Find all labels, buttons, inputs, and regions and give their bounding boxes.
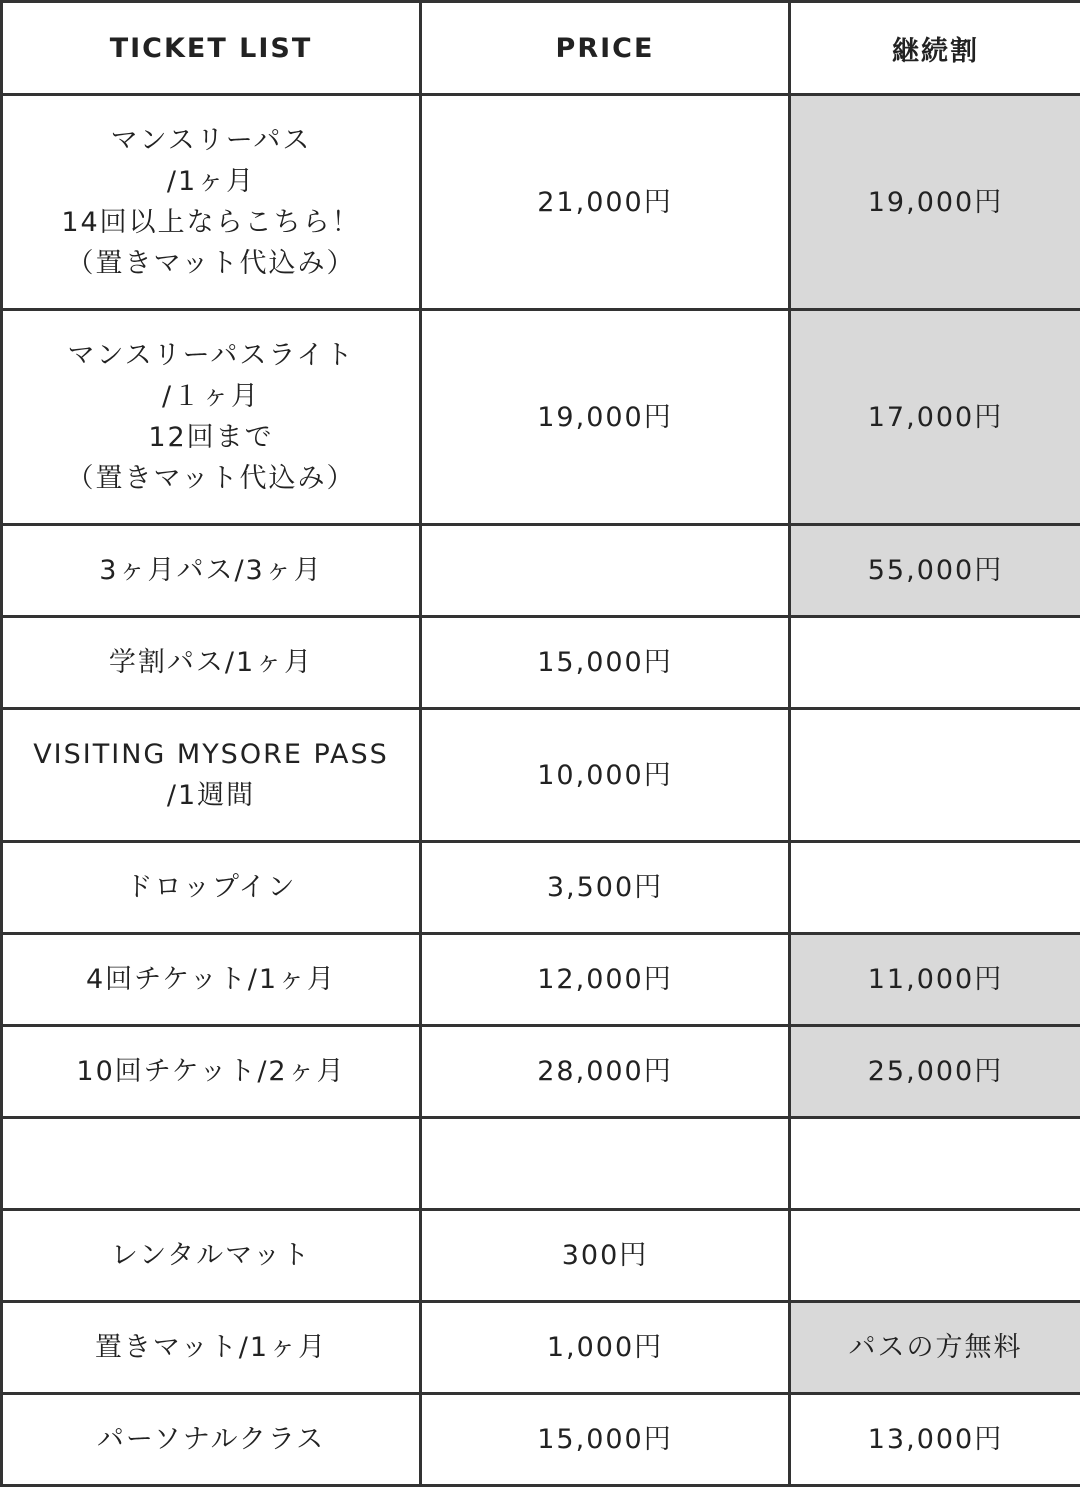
- ticket-name: ドロップイン: [2, 842, 421, 934]
- ticket-price: 15,000円: [421, 617, 790, 709]
- ticket-price: 21,000円: [421, 95, 790, 310]
- header-continuation-discount: 継続割: [790, 2, 1080, 95]
- table-row: [2, 1210, 1080, 1302]
- ticket-name: マンスリーパスライト /１ヶ月 12回まで （置きマット代込み）: [2, 310, 421, 525]
- table-row: [2, 95, 1080, 310]
- ticket-name: 4回チケット/1ヶ月: [2, 934, 421, 1026]
- ticket-discount: 55,000円: [790, 525, 1080, 617]
- ticket-name: 学割パス/1ヶ月: [2, 617, 421, 709]
- table-row: [2, 1302, 1080, 1394]
- ticket-price: 12,000円: [421, 934, 790, 1026]
- table-row: [2, 842, 1080, 934]
- ticket-price: [421, 1118, 790, 1210]
- ticket-discount: [790, 1118, 1080, 1210]
- ticket-price: [421, 525, 790, 617]
- header-ticket-list: TICKET LIST: [2, 2, 421, 95]
- table-row: [2, 934, 1080, 1026]
- ticket-name: 3ヶ月パス/3ヶ月: [2, 525, 421, 617]
- ticket-price: 19,000円: [421, 310, 790, 525]
- ticket-discount: 11,000円: [790, 934, 1080, 1026]
- table-row: [2, 1026, 1080, 1118]
- table-row: [2, 310, 1080, 525]
- table-row: [2, 709, 1080, 842]
- ticket-name: レンタルマット: [2, 1210, 421, 1302]
- ticket-price: 28,000円: [421, 1026, 790, 1118]
- ticket-discount: [790, 617, 1080, 709]
- ticket-discount: [790, 1210, 1080, 1302]
- ticket-name: パーソナルクラス: [2, 1394, 421, 1486]
- ticket-discount: 25,000円: [790, 1026, 1080, 1118]
- ticket-name: 置きマット/1ヶ月: [2, 1302, 421, 1394]
- table-row: [2, 1118, 1080, 1210]
- ticket-name: VISITING MYSORE PASS /1週間: [2, 709, 421, 842]
- ticket-price: 10,000円: [421, 709, 790, 842]
- ticket-name: 10回チケット/2ヶ月: [2, 1026, 421, 1118]
- header-price: PRICE: [421, 2, 790, 95]
- ticket-discount: 13,000円: [790, 1394, 1080, 1486]
- ticket-price: 3,500円: [421, 842, 790, 934]
- table-row: [2, 525, 1080, 617]
- table-row: [2, 1394, 1080, 1486]
- ticket-price: 15,000円: [421, 1394, 790, 1486]
- ticket-discount: 17,000円: [790, 310, 1080, 525]
- ticket-discount: [790, 842, 1080, 934]
- ticket-price: 300円: [421, 1210, 790, 1302]
- ticket-price: 1,000円: [421, 1302, 790, 1394]
- ticket-name: [2, 1118, 421, 1210]
- ticket-discount: パスの方無料: [790, 1302, 1080, 1394]
- header-row: [2, 2, 1080, 95]
- ticket-name: マンスリーパス /1ヶ月 14回以上ならこちら！ （置きマット代込み）: [2, 95, 421, 310]
- ticket-discount: [790, 709, 1080, 842]
- table-row: [2, 617, 1080, 709]
- ticket-discount: 19,000円: [790, 95, 1080, 310]
